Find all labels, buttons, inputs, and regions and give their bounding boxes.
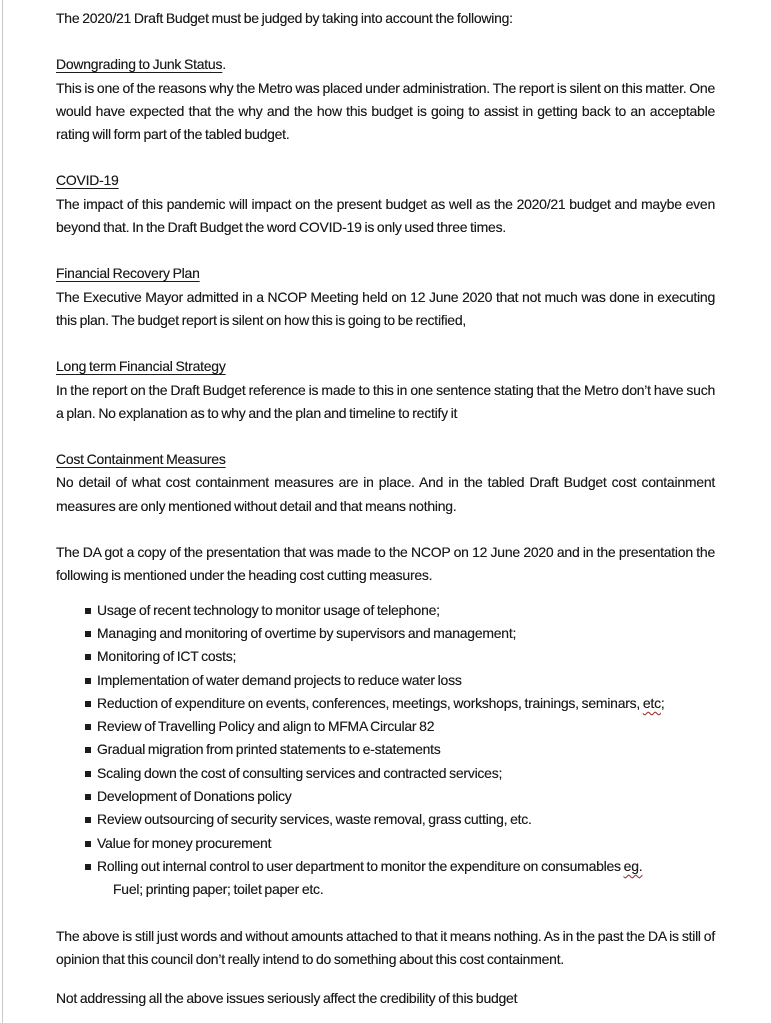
bullet-text-part: Managing and monitoring of overtime by supervisors and management; [97,624,517,641]
closing-paragraph-1: The above is still just words and without amounts attached to that it means nothing. As in the past the DA is still of opinion that this council don’t really intend to do something about this cost containment. [56,927,715,967]
bullet-text [97,858,642,874]
bullet-text [97,765,502,781]
cost-cutting-bullet-list [56,599,715,902]
section-heading [56,53,715,76]
section-heading-text: COVID-19 [56,172,119,189]
intro-paragraph: The 2020/21 Draft Budget must be judged by taking into account the following: [56,10,513,26]
document-section [56,355,715,425]
bullet-text-part: Review of Travelling Policy and align to MFMA Circular 82 [97,718,435,735]
bullet-item [85,855,715,902]
bullet-text [97,625,516,641]
section-heading-text: Downgrading to Junk Status [56,56,223,73]
section-heading-text: Long term Financial Strategy [56,358,226,375]
section-body: This is one of the reasons why the Metro was placed under administration. The report is silent on this matter. One would have expected that the why and the how this budget is going to assist in getting back to an acceptable rating will form part of the tabled budget. [56,79,715,143]
section-heading [56,448,715,471]
section-body: No detail of what cost containment measures are in place. And in the tabled Draft Budget cost containment measures are only mentioned without detail and that means nothing. [56,474,715,514]
bullet-item [85,669,715,692]
bullet-text-part: Gradual migration from printed statements to e-statements [97,741,441,758]
bullet-item [85,785,715,808]
bullet-item [85,832,715,855]
bullet-text [97,648,236,664]
bullet-text [97,741,441,757]
bullet-item [85,692,715,715]
bullet-text [97,602,440,618]
section-heading [56,169,715,192]
bullet-text-part: Value for money procurement [97,834,272,851]
bullet-text-part: Reduction of expenditure on events, conferences, meetings, workshops, trainings, seminars, [97,694,643,711]
bullet-text [97,718,434,734]
da-presentation-paragraph: The DA got a copy of the presentation that was made to the NCOP on 12 June 2020 and in the presentation the following is mentioned under the heading cost cutting measures. [56,544,715,584]
bullet-text [97,695,664,711]
bullet-text [97,811,532,827]
misspelled-word: eg. [623,857,643,874]
bullet-text-part: Monitoring of ICT costs; [97,648,237,665]
section-heading-text: Cost Containment Measures [56,451,226,468]
bullet-text [97,788,292,804]
document-section [56,262,715,332]
bullet-item [85,622,715,645]
bullet-text-part: Rolling out internal control to user department to monitor the expenditure on consumables [97,857,624,874]
bullet-text-part: Scaling down the cost of consulting services and contracted services; [97,764,503,781]
document-section [56,169,715,239]
bullet-continuation-line: Fuel; printing paper; toilet paper etc. [113,881,324,898]
sections-container [56,53,715,518]
bullet-text-part: Implementation of water demand projects to reduce water loss [97,671,462,688]
bullet-item [85,715,715,738]
bullet-text-part: ; [660,694,665,711]
bullet-item [85,808,715,831]
misspelled-word: etc [642,694,661,711]
closing-paragraph-2: Not addressing all the above issues seriously affect the credibility of this budget [56,990,518,1007]
section-body: The Executive Mayor admitted in a NCOP Meeting held on 12 June 2020 that not much was done in executing this plan. The budget report is silent on how this is going to be rectified, [56,288,715,328]
bullet-item [85,599,715,622]
bullet-item [85,738,715,761]
section-body: The impact of this pandemic will impact on the present budget as well as the 2020/21 budget and maybe even beyond that. In the Draft Budget the word COVID-19 is only used three times. [56,195,715,236]
bullet-text [97,672,462,688]
bullet-text-part: Review outsourcing of security services, waste removal, grass cutting, etc. [97,811,532,828]
bullet-item [85,645,715,668]
section-heading-text: Financial Recovery Plan [56,265,200,282]
section-heading-punctuation: . [222,56,226,73]
document-section [56,53,715,146]
bullet-text-part: Development of Donations policy [97,788,292,805]
section-heading [56,355,715,378]
section-body: In the report on the Draft Budget reference is made to this in one sentence stating that the Metro don’t have such a plan. No explanation as to why and the plan and timeline to rectify it [56,381,715,421]
section-heading [56,262,715,285]
bullet-text-part: Usage of recent technology to monitor usage of telephone; [97,601,440,618]
bullet-item [85,762,715,785]
bullet-text [97,835,271,851]
document-section [56,448,715,518]
